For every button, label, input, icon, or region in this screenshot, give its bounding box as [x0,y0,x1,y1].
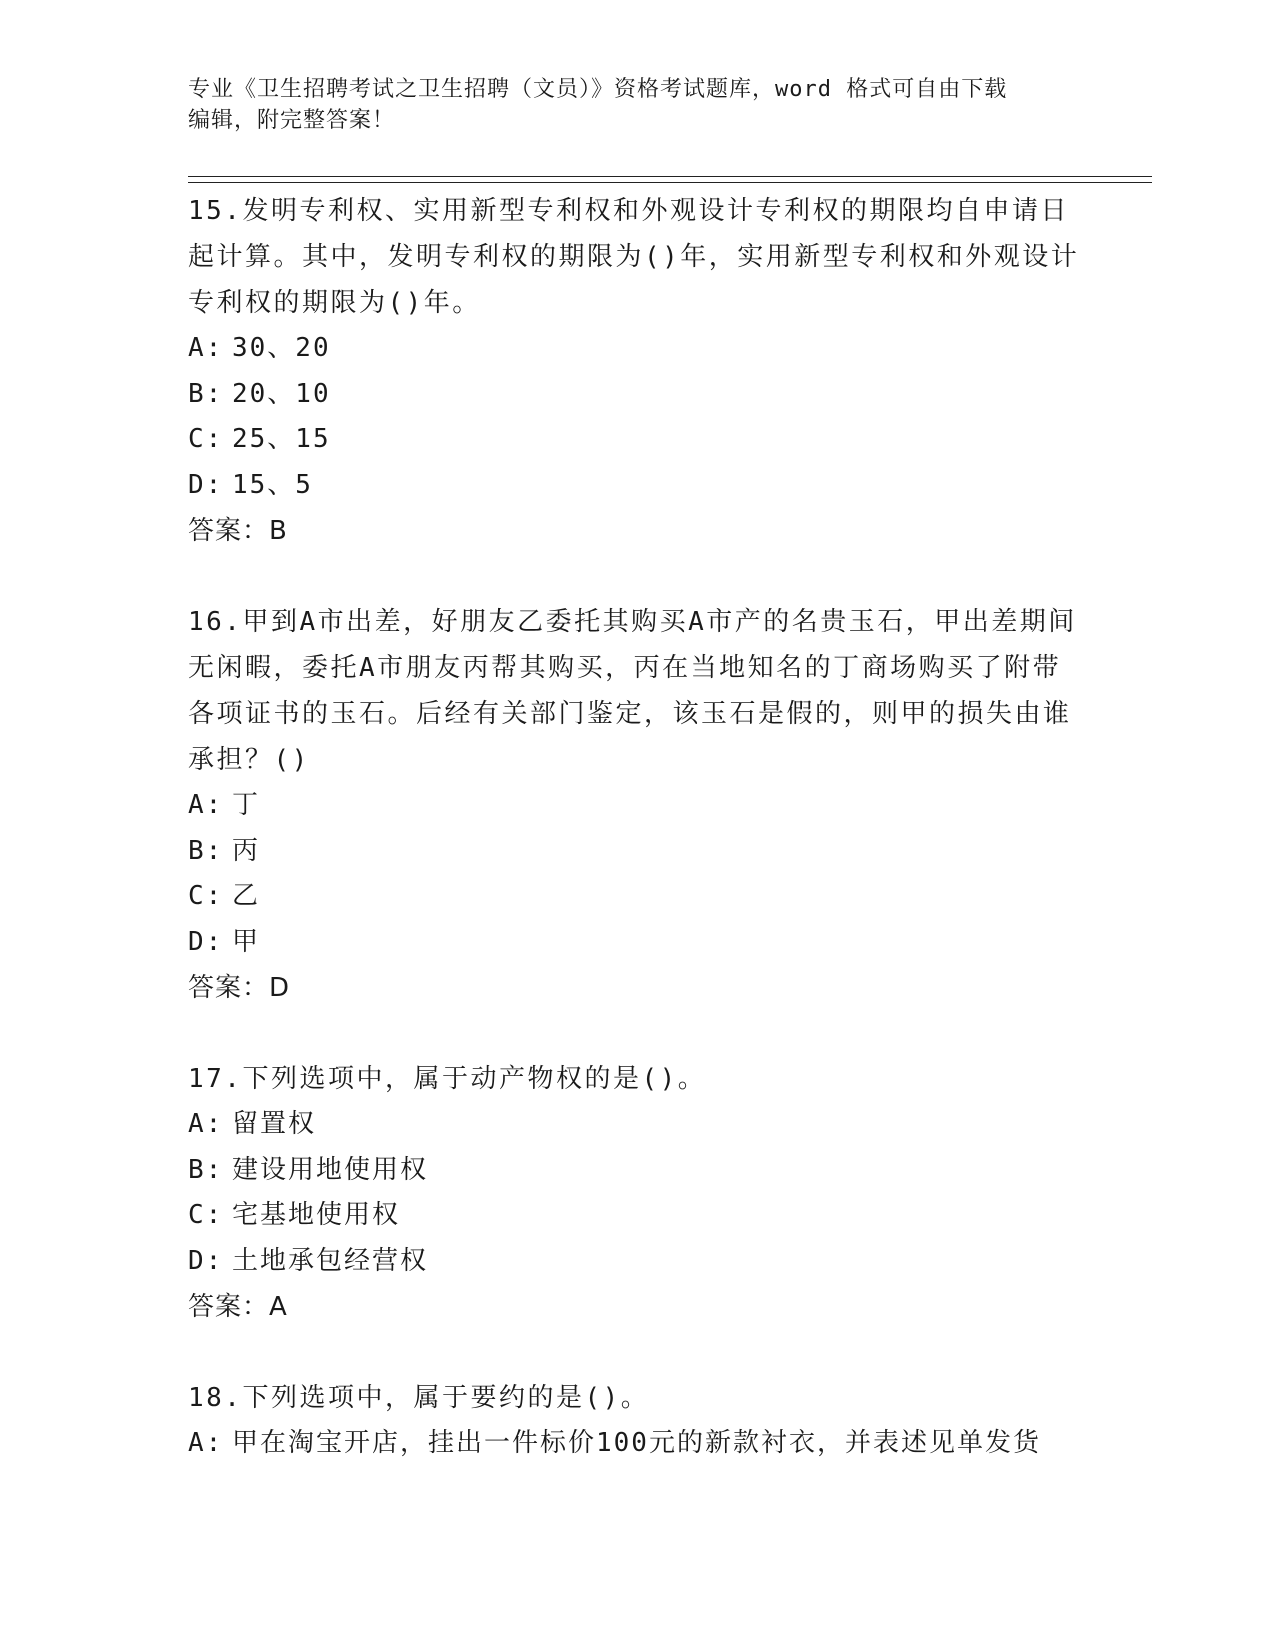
option-key: C: [188,1200,224,1230]
question-18 [188,1375,1088,1467]
option-b [188,372,1088,418]
question-16 [188,599,1088,1011]
option-a [188,1102,1088,1148]
option-b [188,1148,1088,1194]
question-list [188,188,1088,1512]
option-text: 30、20 [232,333,331,363]
option-key: A: [188,1428,224,1458]
option-text: 25、15 [232,424,331,454]
option-c [188,1193,1088,1239]
option-b [188,829,1088,875]
option-key: D: [188,469,224,500]
option-key: B: [188,378,224,409]
question-stem: 16.甲到A市出差，好朋友乙委托其购买A市产的名贵玉石，甲出差期间无闲暇，委托A市朋友丙帮其购买，丙在当地知名的丁商场购买了附带各项证书的玉石。后经有关部门鉴定，该玉石是假的，则甲的损失由谁承担？() [188,607,1077,775]
option-d [188,920,1088,966]
option-text: 留置权 [232,1109,317,1139]
option-a [188,326,1088,372]
answer-line: 答案：B [188,516,288,546]
header-divider-bottom [188,182,1152,183]
option-text: 宅基地使用权 [232,1200,401,1230]
option-text: 甲 [232,926,261,957]
option-d [188,463,1088,509]
option-key: C: [188,424,224,454]
option-text: 土地承包经营权 [232,1245,429,1276]
question-stem: 18.下列选项中，属于要约的是()。 [188,1383,650,1413]
question-15 [188,188,1088,554]
option-text: 20、10 [232,378,331,409]
option-key: A: [188,790,224,820]
option-key: D: [188,926,224,957]
option-key: A: [188,333,224,363]
answer-line: 答案：D [188,973,291,1003]
option-a [188,1421,1088,1467]
header-line-2: 编辑，附完整答案！ [188,108,396,133]
option-key: B: [188,1154,224,1185]
option-text: 建设用地使用权 [232,1154,429,1185]
question-17 [188,1056,1088,1330]
option-d [188,1239,1088,1285]
option-key: A: [188,1109,224,1139]
option-text: 甲在淘宝开店，挂出一件标价100元的新款衬衣，并表述见单发货 [232,1428,1041,1458]
question-stem: 17.下列选项中，属于动产物权的是()。 [188,1064,707,1094]
answer-line: 答案：A [188,1292,288,1322]
option-key: B: [188,835,224,866]
option-text: 乙 [232,881,261,911]
option-text: 丁 [232,790,261,820]
option-key: C: [188,881,224,911]
question-stem: 15.发明专利权、实用新型专利权和外观设计专利权的期限均自申请日起计算。其中，发明专利权的期限为()年，实用新型专利权和外观设计专利权的期限为()年。 [188,196,1080,318]
option-text: 丙 [232,835,261,866]
document-header [188,74,1088,136]
option-c [188,874,1088,920]
option-key: D: [188,1245,224,1276]
header-line-1: 专业《卫生招聘考试之卫生招聘（文员）》资格考试题库，word 格式可自由下载 [188,77,1008,102]
option-c [188,417,1088,463]
option-text: 15、5 [232,469,313,500]
option-a [188,783,1088,829]
header-divider-top [188,176,1152,177]
